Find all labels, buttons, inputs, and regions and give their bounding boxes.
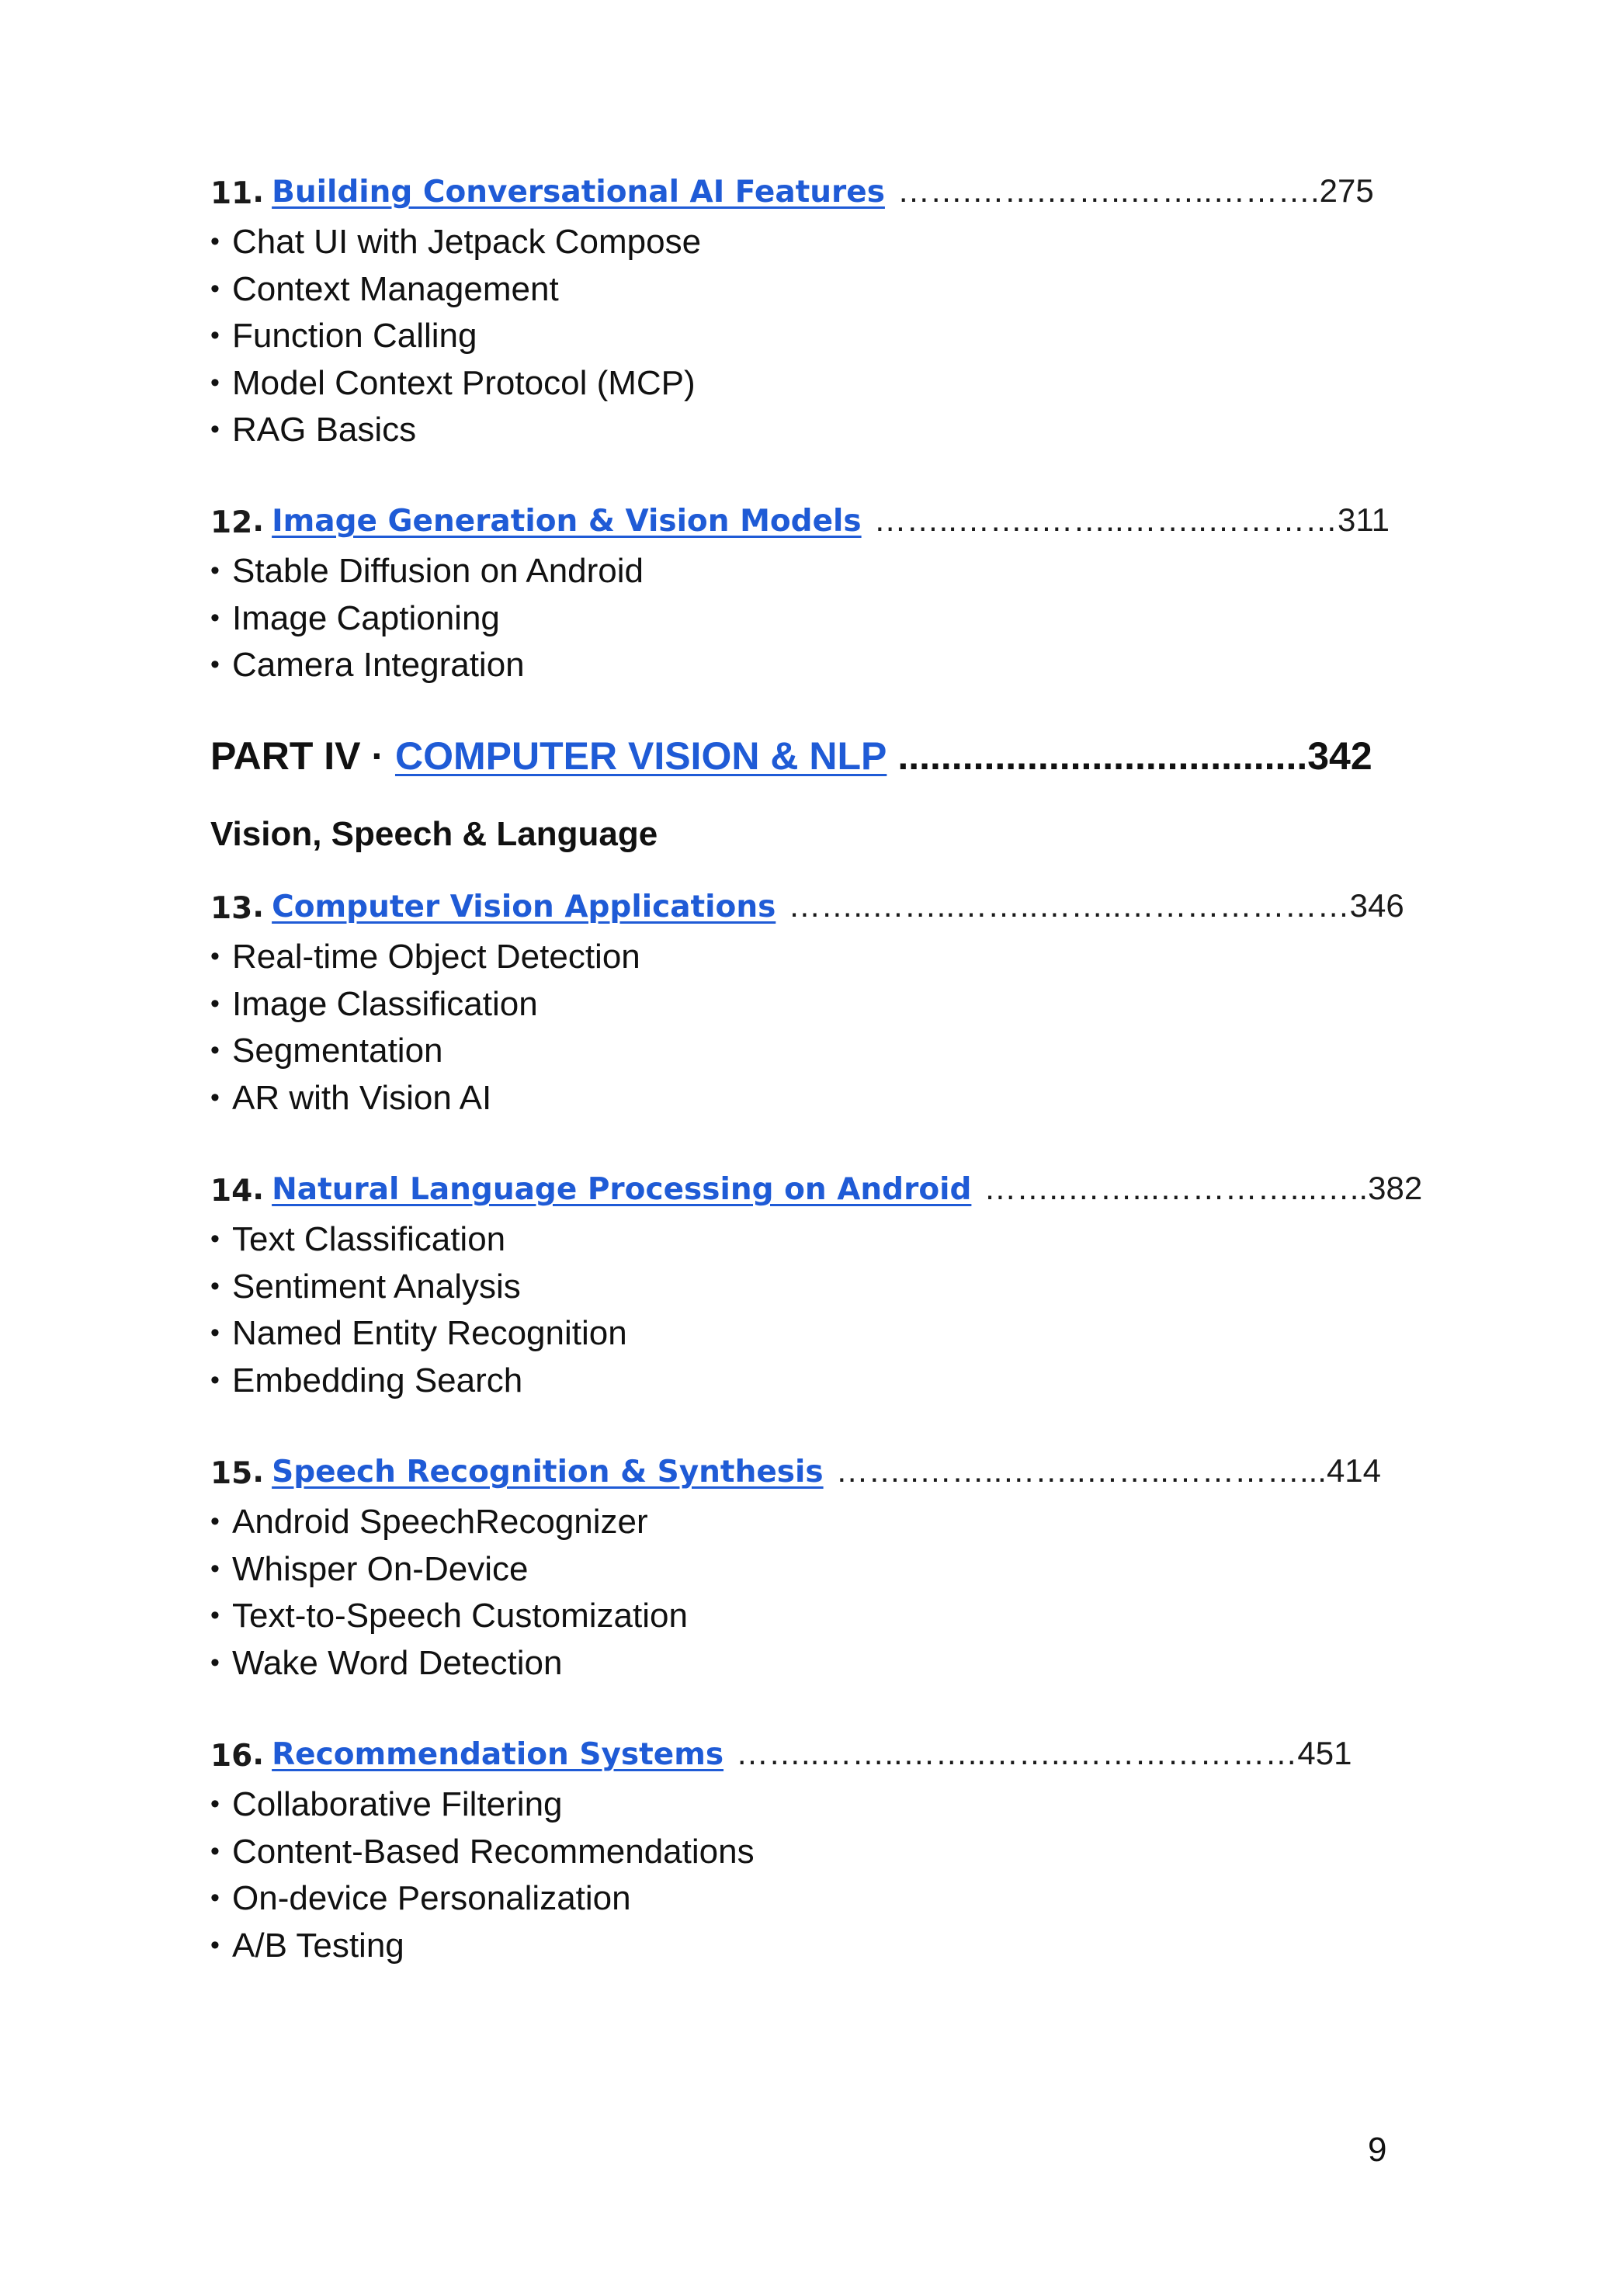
chapter-heading	[210, 172, 1390, 219]
bullet: •	[210, 227, 220, 256]
topic-item	[210, 360, 1390, 408]
dot-leader: ……..……..……..……..…………	[873, 501, 1338, 538]
bullet: •	[210, 650, 220, 679]
bullet: •	[210, 1507, 220, 1536]
topic-list	[210, 1216, 1390, 1404]
bullet: •	[210, 1035, 220, 1065]
topic-item	[210, 1593, 1390, 1640]
topic-label: Embedding Search	[232, 1361, 523, 1399]
topic-item	[210, 1923, 1390, 1970]
dot-leader: ……..……...…………...…..	[984, 1170, 1369, 1206]
topic-label: Sentiment Analysis	[232, 1267, 521, 1306]
page-number: 9	[1368, 2131, 1387, 2169]
topic-label: Text Classification	[232, 1220, 506, 1258]
topic-label: Image Captioning	[232, 598, 500, 637]
bullet: •	[210, 1836, 220, 1866]
topic-label: Real-time Object Detection	[232, 938, 640, 976]
topic-label: Context Management	[232, 269, 559, 308]
chapter-15	[210, 1452, 1390, 1687]
topic-label: Named Entity Recognition	[232, 1314, 627, 1352]
bullet: •	[210, 942, 220, 971]
chapter-11	[210, 172, 1390, 454]
bullet: •	[210, 1553, 220, 1583]
bullet: •	[210, 1883, 220, 1913]
bullet: •	[210, 1647, 220, 1677]
topic-item	[210, 934, 1390, 981]
topic-item	[210, 407, 1390, 454]
part-subheading: Vision, Speech & Language	[210, 815, 658, 853]
chapter-page-number: 451	[1297, 1735, 1352, 1771]
bullet: •	[210, 321, 220, 350]
chapter-number-dot: .	[252, 504, 265, 539]
chapter-page-number: 414	[1326, 1452, 1382, 1489]
bullet: •	[210, 1601, 220, 1630]
bullet: •	[210, 1082, 220, 1112]
topic-list	[210, 219, 1390, 454]
bullet: •	[210, 273, 220, 303]
chapter-page-number: 346	[1349, 887, 1404, 924]
topic-item	[210, 313, 1390, 360]
topic-label: Model Context Protocol (MCP)	[232, 363, 696, 402]
chapter-heading	[210, 887, 1404, 934]
topic-label: Text-to-Speech Customization	[232, 1597, 688, 1635]
topic-label: Stable Diffusion on Android	[232, 552, 644, 590]
topic-label: AR with Vision AI	[232, 1078, 492, 1117]
topic-list	[210, 1499, 1390, 1687]
topic-item	[210, 1499, 1390, 1546]
topic-item	[210, 1829, 1390, 1876]
part-title-link[interactable]: COMPUTER VISION & NLP	[394, 734, 887, 778]
topic-item	[210, 595, 1390, 643]
chapter-number-dot: .	[252, 1172, 265, 1207]
bullet: •	[210, 556, 220, 585]
bullet: •	[210, 414, 220, 444]
chapter-number-dot: .	[252, 1737, 265, 1772]
topic-label: Function Calling	[232, 317, 477, 355]
topic-label: Image Classification	[232, 984, 538, 1023]
chapter-title-link[interactable]: Natural Language Processing on Android	[272, 1172, 972, 1207]
bullet: •	[210, 1318, 220, 1347]
chapter-12	[210, 501, 1390, 689]
dot-leader: ……..……..……..……..…………...	[835, 1452, 1327, 1489]
chapter-number-dot: .	[252, 1455, 265, 1490]
topic-item	[210, 548, 1390, 595]
chapter-number: 16	[210, 1739, 253, 1774]
chapter-heading	[210, 1170, 1423, 1216]
topic-list	[210, 548, 1390, 689]
chapter-heading	[210, 1735, 1390, 1781]
topic-item	[210, 1546, 1390, 1594]
topic-item	[210, 1310, 1390, 1358]
topic-label: Camera Integration	[232, 646, 525, 684]
chapter-title-link[interactable]: Speech Recognition & Synthesis	[272, 1455, 824, 1490]
topic-label: RAG Basics	[232, 411, 417, 449]
topic-list	[210, 1781, 1390, 1969]
chapter-13	[210, 887, 1404, 1122]
topic-item	[210, 1264, 1390, 1311]
topic-item	[210, 1216, 1390, 1264]
chapter-page-number: 275	[1319, 172, 1374, 209]
chapter-title-link[interactable]: Computer Vision Applications	[272, 890, 776, 924]
chapter-number: 14	[210, 1174, 253, 1209]
chapter-page-number: 382	[1368, 1170, 1423, 1206]
topic-label: Android SpeechRecognizer	[232, 1503, 648, 1541]
topic-label: On-device Personalization	[232, 1879, 631, 1917]
topic-label: Wake Word Detection	[232, 1643, 563, 1682]
dot-leader: ……..……..……..……..…………………	[788, 887, 1350, 924]
topic-item	[210, 642, 1390, 689]
topic-item	[210, 981, 1390, 1028]
bullet: •	[210, 367, 220, 397]
chapter-number: 11	[210, 176, 253, 211]
chapter-number: 15	[210, 1456, 253, 1491]
chapter-number: 13	[210, 891, 253, 926]
chapter-title-link[interactable]: Recommendation Systems	[272, 1737, 724, 1772]
topic-item	[210, 1781, 1390, 1829]
bullet: •	[210, 1365, 220, 1395]
bullet: •	[210, 1930, 220, 1960]
part-heading	[210, 734, 1406, 779]
topic-item	[210, 1075, 1390, 1122]
topic-label: Chat UI with Jetpack Compose	[232, 223, 702, 261]
topic-list	[210, 934, 1390, 1122]
topic-label: Content-Based Recommendations	[232, 1832, 755, 1871]
chapter-title-link[interactable]: Image Generation & Vision Models	[272, 504, 862, 539]
chapter-heading	[210, 501, 1390, 548]
topic-item	[210, 219, 1390, 266]
bullet: •	[210, 1271, 220, 1301]
chapter-number-dot: .	[252, 175, 265, 210]
dot-leader: …….…….……..……..……….	[897, 172, 1320, 209]
topic-label: Whisper On-Device	[232, 1549, 529, 1588]
chapter-page-number: 311	[1337, 501, 1390, 538]
bullet: •	[210, 602, 220, 633]
bullet: •	[210, 988, 220, 1018]
topic-label: A/B Testing	[232, 1926, 404, 1965]
part-prefix: PART IV ·	[210, 734, 395, 778]
topic-item	[210, 1358, 1390, 1405]
chapter-16	[210, 1735, 1390, 1969]
dot-leader: ......................................	[897, 734, 1308, 778]
topic-item	[210, 1875, 1390, 1923]
topic-item	[210, 1028, 1390, 1075]
dot-leader: ……..……..……..……..…………………	[736, 1735, 1298, 1771]
part-page-number: 342	[1307, 734, 1372, 778]
chapter-number-dot: .	[252, 890, 265, 924]
chapter-14	[210, 1170, 1423, 1404]
bullet: •	[210, 1224, 220, 1254]
topic-item	[210, 1640, 1390, 1687]
chapter-number: 12	[210, 505, 253, 540]
topic-label: Collaborative Filtering	[232, 1785, 563, 1823]
chapter-heading	[210, 1452, 1390, 1499]
bullet: •	[210, 1789, 220, 1819]
topic-label: Segmentation	[232, 1032, 443, 1070]
chapter-title-link[interactable]: Building Conversational AI Features	[272, 175, 885, 210]
topic-item	[210, 266, 1390, 314]
